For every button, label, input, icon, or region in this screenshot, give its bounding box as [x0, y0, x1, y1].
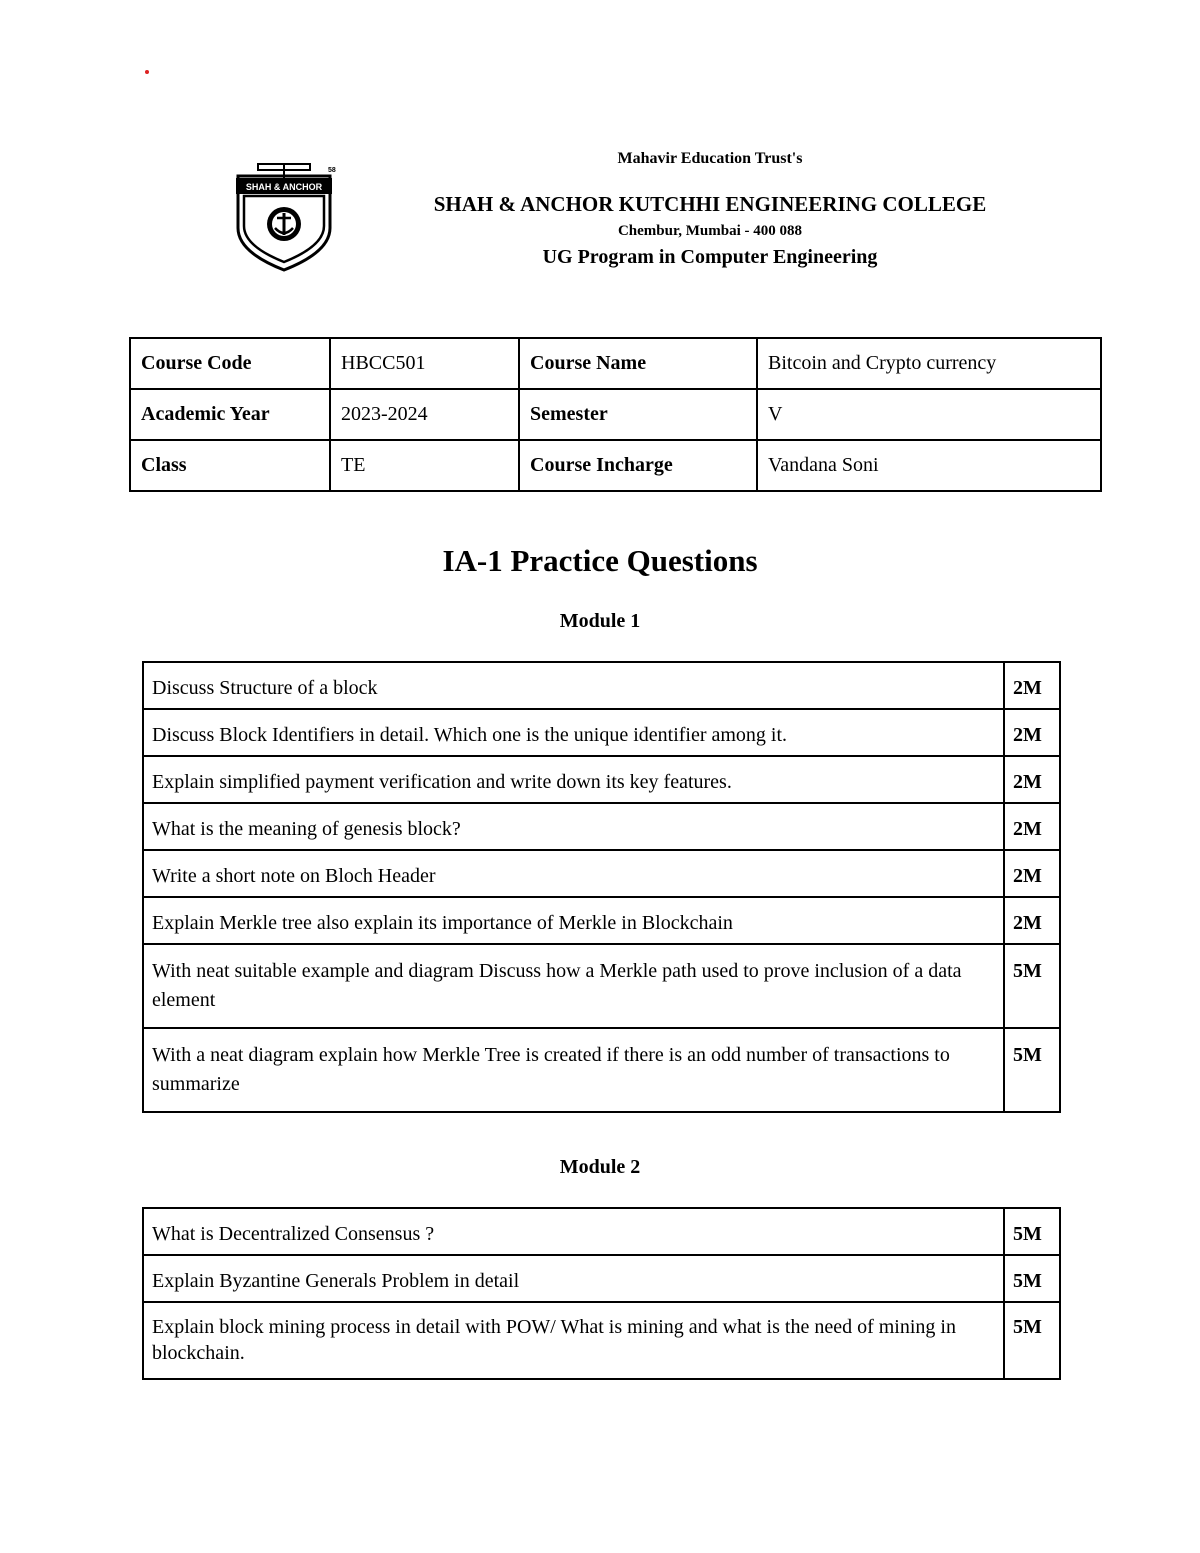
svg-text:58: 58 — [328, 167, 336, 174]
question-row — [143, 803, 1060, 850]
module-1-questions — [142, 661, 1061, 1113]
question-marks: 5M — [1004, 944, 1060, 1028]
question-row — [143, 1028, 1060, 1112]
stray-mark — [145, 70, 149, 74]
module-2-title: Module 2 — [559, 1156, 641, 1178]
svg-text:SHAH & ANCHOR: SHAH & ANCHOR — [245, 182, 323, 192]
question-text: Explain block mining process in detail with POW/ What is mining and what is the need of mining in blockchain. — [143, 1302, 1004, 1379]
class-label: Class — [130, 440, 330, 491]
question-marks: 2M — [1004, 803, 1060, 850]
question-text: Explain Merkle tree also explain its importance of Merkle in Blockchain — [143, 897, 1004, 944]
semester-value: V — [757, 389, 1101, 440]
question-marks: 5M — [1004, 1028, 1060, 1112]
question-row — [143, 709, 1060, 756]
question-row — [143, 1255, 1060, 1302]
course-info-row — [130, 389, 1101, 440]
college-logo — [232, 160, 336, 272]
academic-year-value: 2023-2024 — [330, 389, 519, 440]
class-value: TE — [330, 440, 519, 491]
program-name: UG Program in Computer Engineering — [542, 246, 878, 268]
question-text: With neat suitable example and diagram Discuss how a Merkle path used to prove inclusion of a data element — [143, 944, 1004, 1028]
course-code-value: HBCC501 — [330, 338, 519, 389]
question-marks: 2M — [1004, 709, 1060, 756]
question-row — [143, 1302, 1060, 1379]
question-marks: 5M — [1004, 1208, 1060, 1255]
course-info-row — [130, 440, 1101, 491]
module-1-title: Module 1 — [559, 610, 641, 632]
question-marks: 2M — [1004, 850, 1060, 897]
question-text: Discuss Structure of a block — [143, 662, 1004, 709]
question-text: What is the meaning of genesis block? — [143, 803, 1004, 850]
question-row — [143, 897, 1060, 944]
module-2-questions — [142, 1207, 1061, 1380]
question-text: Write a short note on Bloch Header — [143, 850, 1004, 897]
question-row — [143, 850, 1060, 897]
question-row — [143, 944, 1060, 1028]
course-name-label: Course Name — [519, 338, 757, 389]
question-marks: 5M — [1004, 1302, 1060, 1379]
question-marks: 2M — [1004, 756, 1060, 803]
course-info-row — [130, 338, 1101, 389]
page-title: IA-1 Practice Questions — [442, 543, 758, 578]
question-marks: 2M — [1004, 662, 1060, 709]
question-row — [143, 1208, 1060, 1255]
question-marks: 5M — [1004, 1255, 1060, 1302]
question-marks: 2M — [1004, 897, 1060, 944]
course-name-value: Bitcoin and Crypto currency — [757, 338, 1101, 389]
semester-label: Semester — [519, 389, 757, 440]
question-row — [143, 662, 1060, 709]
trust-name: Mahavir Education Trust's — [617, 150, 803, 167]
course-info-table — [129, 337, 1102, 492]
question-text: With a neat diagram explain how Merkle Tree is created if there is an odd number of transactions to summarize — [143, 1028, 1004, 1112]
course-incharge-label: Course Incharge — [519, 440, 757, 491]
question-text: Discuss Block Identifiers in detail. Which one is the unique identifier among it. — [143, 709, 1004, 756]
course-incharge-value: Vandana Soni — [757, 440, 1101, 491]
college-name: SHAH & ANCHOR KUTCHHI ENGINEERING COLLEGE — [433, 192, 987, 216]
question-text: What is Decentralized Consensus ? — [143, 1208, 1004, 1255]
question-row — [143, 756, 1060, 803]
college-address: Chembur, Mumbai - 400 088 — [617, 223, 803, 239]
question-text: Explain simplified payment verification and write down its key features. — [143, 756, 1004, 803]
academic-year-label: Academic Year — [130, 389, 330, 440]
course-code-label: Course Code — [130, 338, 330, 389]
question-text: Explain Byzantine Generals Problem in detail — [143, 1255, 1004, 1302]
